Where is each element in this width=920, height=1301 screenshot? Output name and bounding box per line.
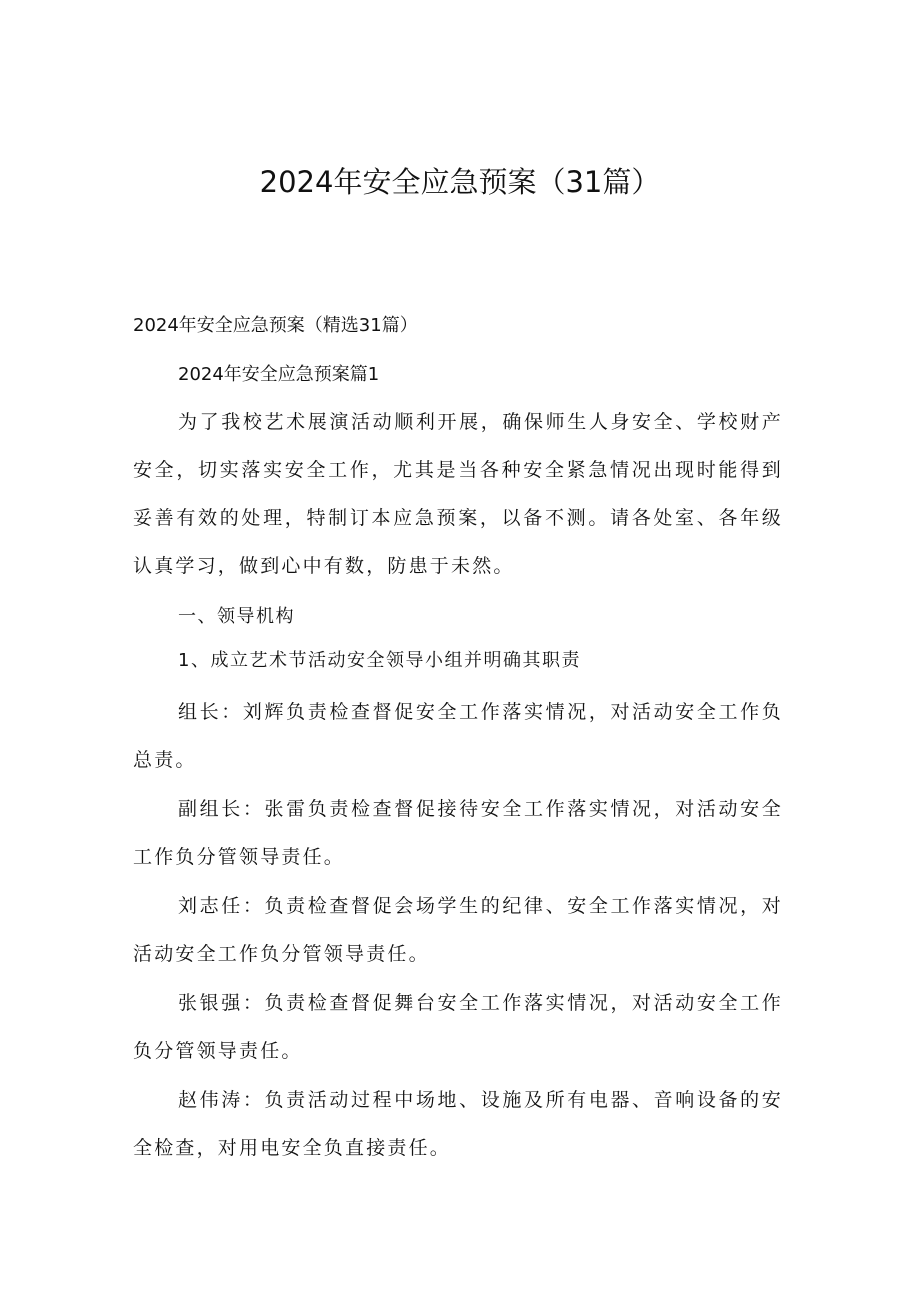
document-title: 2024年安全应急预案（31篇）	[259, 165, 661, 199]
section-heading: 2024年安全应急预案篇1	[178, 364, 380, 385]
leader-paragraph: 组长：刘辉负责检查督促安全工作落实情况，对活动安全工作负总责。	[133, 701, 783, 771]
intro-paragraph: 为了我校艺术展演活动顺利开展，确保师生人身安全、学校财产安全，切实落实安全工作，尤其是当各种安全紧急情况出现时能得到妥善有效的处理，特制订本应急预案，以备不测。请各处室、各年级认真学习，做到心中有数，防患于未然。	[133, 411, 783, 577]
item-heading: 1、成立艺术节活动安全领导小组并明确其职责	[178, 650, 581, 671]
org-heading: 一、领导机构	[178, 606, 295, 627]
zhao-paragraph: 赵伟涛：负责活动过程中场地、设施及所有电器、音响设备的安全检查，对用电安全负直接责任。	[133, 1089, 783, 1159]
deputy-leader-paragraph: 副组长：张雷负责检查督促接待安全工作落实情况，对活动安全工作负分管领导责任。	[133, 798, 783, 868]
liu-paragraph: 刘志任：负责检查督促会场学生的纪律、安全工作落实情况，对活动安全工作负分管领导责任。	[133, 895, 783, 965]
zhang-paragraph: 张银强：负责检查督促舞台安全工作落实情况，对活动安全工作负分管领导责任。	[133, 992, 783, 1062]
document-subtitle: 2024年安全应急预案（精选31篇）	[133, 315, 418, 336]
